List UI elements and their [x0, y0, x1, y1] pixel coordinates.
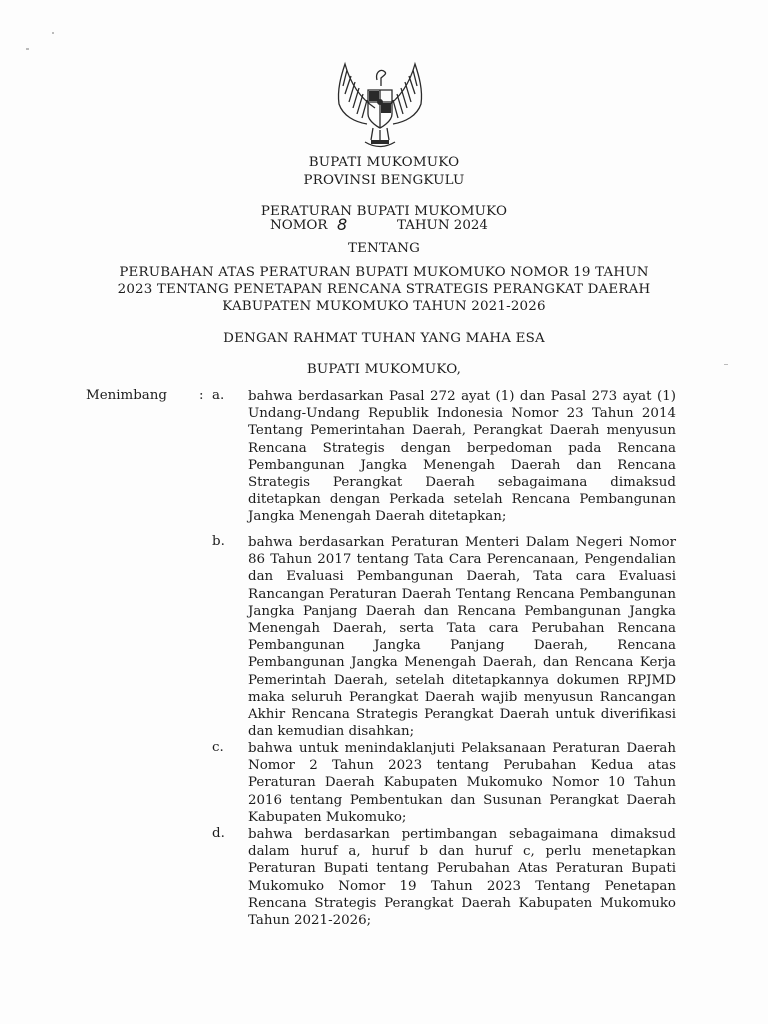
- item-letter-d: d.: [212, 826, 225, 841]
- subject-line-3: KABUPATEN MUKOMUKO TAHUN 2021-2026: [222, 299, 546, 314]
- menimbang-colon: :: [199, 388, 204, 403]
- consideration-b: bahwa berdasarkan Peraturan Menteri Dalam Negeri Nomor 86 Tahun 2017 tentang Tata Cara Perencanaan, Pengendalian dan Evaluasi Pembangunan Daerah, Tata cara Evaluasi Rancangan Peraturan Daerah Tentang Rencana Pembangunan Jangka Panjang Daerah dan Rencana Pembangunan Jangka Menengah Daerah, serta Tata cara Perubahan Rencana Pembangunan Jangka Panjang Daerah, Rencana Pembangunan Jangka Menengah Daerah, dan Rencana Kerja Pemerintah Daerah, setelah ditetapkannya dokumen RPJMD maka seluruh Perangkat Daerah wajib menyusun Rancangan Akhir Rencana Strategis Perangkat Daerah untuk diverifikasi dan kemudian disahkan;: [248, 535, 676, 740]
- garuda-emblem-icon: [325, 56, 435, 152]
- item-letter-b: b.: [212, 534, 225, 549]
- scan-speck: [26, 48, 29, 50]
- tahun-label: TAHUN 2024: [397, 218, 488, 233]
- regulation-title: PERATURAN BUPATI MUKOMUKO: [260, 204, 508, 219]
- authority-name: BUPATI MUKOMUKO: [308, 155, 460, 170]
- subject-line-2: 2023 TENTANG PENETAPAN RENCANA STRATEGIS PERANGKAT DAERAH: [117, 282, 651, 297]
- item-letter-c: c.: [212, 740, 224, 755]
- scan-speck: [52, 32, 54, 34]
- consideration-c: bahwa untuk menindaklanjuti Pelaksanaan Peraturan Daerah Nomor 2 Tahun 2023 tentang Perubahan Kedua atas Peraturan Daerah Kabupaten Mukomuko Nomor 10 Tahun 2016 tentang Pembentukan dan Susunan Perangkat Daerah Kabupaten Mukomuko;: [248, 741, 676, 825]
- nomor-label: NOMOR: [270, 218, 328, 233]
- enacting-authority: BUPATI MUKOMUKO,: [306, 362, 462, 377]
- tentang-heading: TENTANG: [347, 241, 421, 256]
- province-name: PROVINSI BENGKULU: [303, 173, 465, 188]
- consideration-d: bahwa berdasarkan pertimbangan sebagaimana dimaksud dalam huruf a, huruf b dan huruf c, perlu menetapkan Peraturan Bupati tentang Perubahan Atas Peraturan Bupati Mukomuko Nomor 19 Tahun 2023 Tentang Penetapan Rencana Strategis Perangkat Daerah Kabupaten Mukomuko Tahun 2021-2026;: [248, 827, 676, 929]
- invocation: DENGAN RAHMAT TUHAN YANG MAHA ESA: [223, 331, 545, 346]
- consideration-a: bahwa berdasarkan Pasal 272 ayat (1) dan Pasal 273 ayat (1) Undang-Undang Republik Indonesia Nomor 23 Tahun 2014 Tentang Pemerintahan Daerah, Perangkat Daerah menyusun Rencana Strategis dengan berpedoman pada Rencana Pembangunan Jangka Menengah Daerah dan Rencana Strategis Perangkat Daerah sebagaimana dimaksud ditetapkan dengan Perkada setelah Rencana Pembangunan Jangka Menengah Daerah ditetapkan;: [248, 389, 676, 525]
- nomor-value: 8: [337, 215, 348, 234]
- item-letter-a: a.: [212, 388, 225, 403]
- regulation-number-row: [0, 215, 768, 236]
- scan-speck: [724, 364, 728, 365]
- subject-line-1: PERUBAHAN ATAS PERATURAN BUPATI MUKOMUKO NOMOR 19 TAHUN: [119, 265, 649, 280]
- menimbang-label: Menimbang: [86, 388, 167, 403]
